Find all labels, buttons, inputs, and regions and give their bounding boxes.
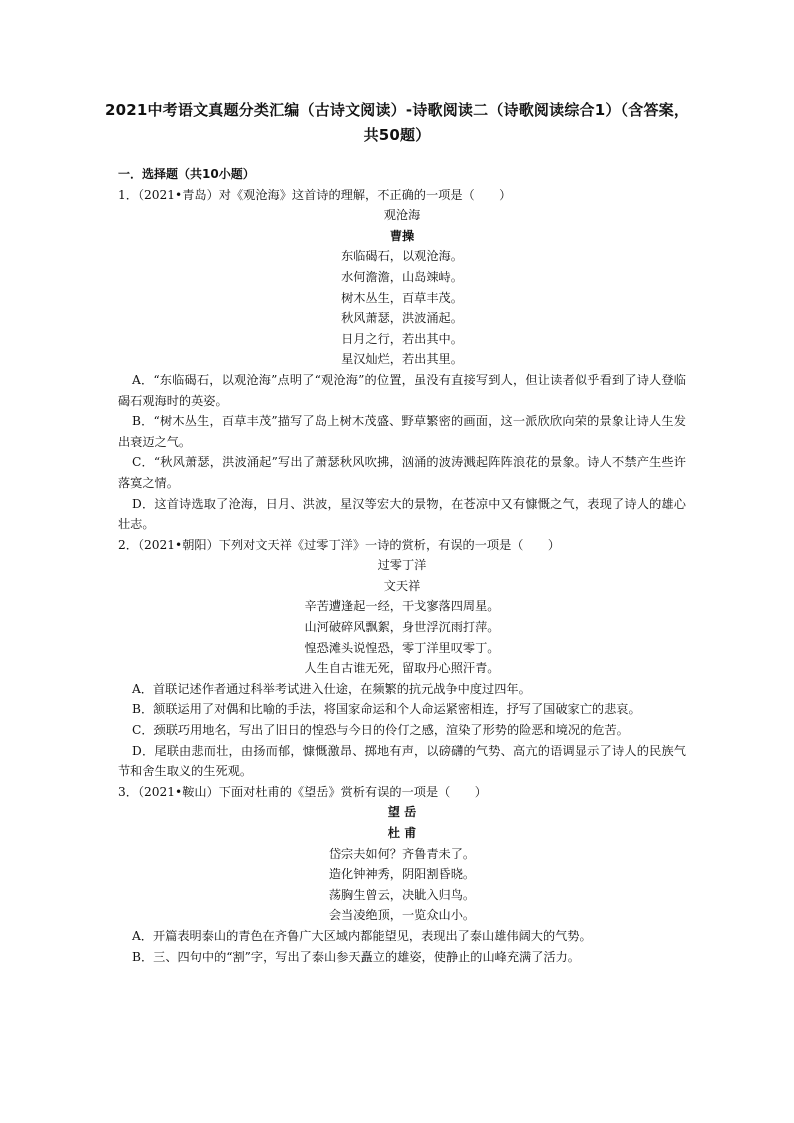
- option-b: B．三、四句中的“割”字，写出了泰山参天矗立的雄姿，使静止的山峰充满了活力。: [132, 949, 580, 964]
- option-d: D．尾联由悲而壮，由扬而郁，慷慨激昂、掷地有声，以磅礴的气势、高亢的语调显示了诗人的民族气节和舍生取义的生死观。: [118, 743, 686, 779]
- poem-line: 山河破碎风飘絮，身世浮沉雨打萍。: [304, 620, 500, 635]
- question-2: [118, 535, 686, 782]
- question-1: [118, 185, 686, 535]
- poem-title: 过零丁洋: [377, 558, 427, 573]
- question-3: [118, 782, 686, 967]
- option-c: C．颈联巧用地名，写出了旧日的惶恐与今日的伶仃之感，渲染了形势的险恶和境况的危苦。: [132, 723, 629, 738]
- section-heading: 一．选择题（共10小题）: [118, 167, 255, 181]
- option-a: A．开篇表明泰山的青色在齐鲁广大区域内都能望见，表现出了泰山雄伟阔大的气势。: [132, 928, 592, 943]
- poem-title: 观沧海: [383, 208, 421, 223]
- poem-line: 人生自古谁无死，留取丹心照汗青。: [304, 661, 500, 676]
- document-body: [118, 164, 686, 967]
- option-b: B．“树木丛生，百草丰茂”描写了岛上树木茂盛、野草繁密的画面，这一派欣欣向荣的景象让诗人生发出衰迈之气。: [118, 414, 686, 449]
- poem-author: 曹操: [389, 228, 415, 243]
- poem-line: 造化钟神秀，阴阳割昏晓。: [328, 867, 476, 882]
- question-stem: 1．（2021•青岛）对《观沧海》这首诗的理解，不正确的一项是（ ）: [118, 187, 512, 202]
- poem-line: 东临碣石，以观沧海。: [341, 249, 463, 264]
- option-c: C．“秋风萧瑟，洪波涌起”写出了萧瑟秋风吹拂，汹涌的波涛溅起阵阵浪花的景象。诗人不禁产生些许落寞之情。: [118, 455, 686, 490]
- poem-title: 望 岳: [387, 805, 417, 820]
- document-title: 2021中考语文真题分类汇编（古诗文阅读）-诗歌阅读二（诗歌阅读综合1）（含答案，共50题）: [104, 101, 690, 144]
- poem-author: 杜 甫: [387, 826, 417, 840]
- poem-line: 岱宗夫如何？齐鲁青未了。: [328, 846, 476, 861]
- poem-line: 秋风萧瑟，洪波涌起。: [341, 311, 463, 326]
- option-d: D．这首诗选取了沧海，日月、洪波，星汉等宏大的景物，在苍凉中又有慷慨之气，表现了诗人的雄心壮志。: [118, 496, 686, 532]
- poem-line: 水何澹澹，山岛竦峙。: [341, 269, 463, 284]
- poem-line: 星汉灿烂，若出其里。: [341, 352, 463, 367]
- poem-line: 辛苦遭逢起一经，干戈寥落四周星。: [304, 599, 500, 614]
- option-a: A．“东临碣石，以观沧海”点明了“观沧海”的位置，虽没有直接写到人，但让读者似乎看到了诗人登临碣石观海时的英姿。: [118, 372, 686, 408]
- poem-author: 文天祥: [383, 578, 421, 593]
- option-a: A．首联记述作者通过科举考试进入仕途，在频繁的抗元战争中度过四年。: [132, 681, 531, 696]
- poem-line: 树木丛生，百草丰茂。: [341, 290, 463, 305]
- question-stem: 2．（2021•朝阳）下列对文天祥《过零丁洋》一诗的赏析，有误的一项是（ ）: [118, 537, 561, 552]
- poem-line: 日月之行，若出其中。: [341, 331, 463, 346]
- poem-line: 惶恐滩头说惶恐，零丁洋里叹零丁。: [304, 640, 500, 655]
- poem-line: 会当凌绝顶，一览众山小。: [328, 908, 476, 923]
- question-stem: 3．（2021•鞍山）下面对杜甫的《望岳》赏析有误的一项是（ ）: [118, 784, 487, 799]
- poem-line: 荡胸生曾云，决眦入归鸟。: [328, 887, 476, 902]
- option-b: B．颔联运用了对偶和比喻的手法，将国家命运和个人命运紧密相连，抒写了国破家亡的悲哀。: [132, 702, 641, 717]
